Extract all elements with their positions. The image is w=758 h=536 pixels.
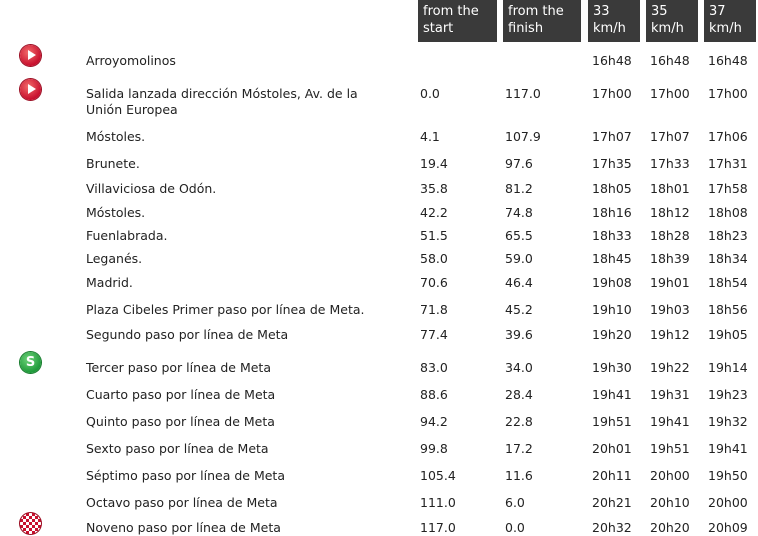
distance-from-finish: 0.0	[505, 520, 525, 535]
time-37-kmh: 17h00	[708, 86, 748, 101]
location-name: Segundo paso por línea de Meta	[86, 327, 289, 342]
location-name: Madrid.	[86, 275, 133, 290]
time-35-kmh: 17h33	[650, 156, 690, 171]
time-37-kmh: 18h56	[708, 302, 748, 317]
distance-from-finish: 59.0	[505, 251, 533, 266]
time-35-kmh: 19h12	[650, 327, 690, 342]
distance-from-start: 111.0	[420, 495, 456, 510]
time-35-kmh: 19h22	[650, 360, 690, 375]
distance-from-finish: 117.0	[505, 86, 541, 101]
header-from-finish: from the finish	[503, 0, 581, 42]
time-37-kmh: 19h50	[708, 468, 748, 483]
distance-from-finish: 97.6	[505, 156, 533, 171]
distance-from-start: 4.1	[420, 129, 440, 144]
time-37-kmh: 18h34	[708, 251, 748, 266]
time-33-kmh: 18h16	[592, 205, 632, 220]
time-33-kmh: 20h32	[592, 520, 632, 535]
time-35-kmh: 20h00	[650, 468, 690, 483]
time-35-kmh: 19h31	[650, 387, 690, 402]
time-33-kmh: 19h20	[592, 327, 632, 342]
header-speed-35: 35 km/h	[646, 0, 698, 42]
time-37-kmh: 17h58	[708, 181, 748, 196]
location-name: Quinto paso por línea de Meta	[86, 414, 275, 429]
distance-from-finish: 107.9	[505, 129, 541, 144]
distance-from-start: 77.4	[420, 327, 448, 342]
time-37-kmh: 19h23	[708, 387, 748, 402]
finish-checkered-icon	[20, 513, 41, 534]
time-37-kmh: 19h41	[708, 441, 748, 456]
location-name: Sexto paso por línea de Meta	[86, 441, 269, 456]
time-33-kmh: 18h45	[592, 251, 632, 266]
time-35-kmh: 19h01	[650, 275, 690, 290]
distance-from-finish: 46.4	[505, 275, 533, 290]
time-33-kmh: 20h01	[592, 441, 632, 456]
time-35-kmh: 17h07	[650, 129, 690, 144]
distance-from-finish: 34.0	[505, 360, 533, 375]
time-33-kmh: 18h33	[592, 228, 632, 243]
time-35-kmh: 20h10	[650, 495, 690, 510]
distance-from-finish: 74.8	[505, 205, 533, 220]
time-35-kmh: 20h20	[650, 520, 690, 535]
distance-from-start: 42.2	[420, 205, 448, 220]
time-33-kmh: 18h05	[592, 181, 632, 196]
start-play-icon	[20, 79, 41, 100]
distance-from-finish: 22.8	[505, 414, 533, 429]
time-35-kmh: 19h51	[650, 441, 690, 456]
time-35-kmh: 16h48	[650, 53, 690, 68]
header-speed-33: 33 km/h	[588, 0, 640, 42]
time-33-kmh: 19h51	[592, 414, 632, 429]
distance-from-finish: 11.6	[505, 468, 533, 483]
time-37-kmh: 18h54	[708, 275, 748, 290]
location-name: Móstoles.	[86, 129, 146, 144]
distance-from-start: 70.6	[420, 275, 448, 290]
time-33-kmh: 20h21	[592, 495, 632, 510]
time-35-kmh: 18h01	[650, 181, 690, 196]
time-35-kmh: 17h00	[650, 86, 690, 101]
location-name: Octavo paso por línea de Meta	[86, 495, 278, 510]
location-name: Villaviciosa de Odón.	[86, 181, 217, 196]
location-name: Plaza Cibeles Primer paso por línea de Meta.	[86, 302, 365, 317]
distance-from-start: 88.6	[420, 387, 448, 402]
location-name: Tercer paso por línea de Meta	[86, 360, 271, 375]
distance-from-finish: 6.0	[505, 495, 525, 510]
header-speed-37: 37 km/h	[704, 0, 756, 42]
location-name: Séptimo paso por línea de Meta	[86, 468, 285, 483]
distance-from-start: 51.5	[420, 228, 448, 243]
time-33-kmh: 17h00	[592, 86, 632, 101]
distance-from-start: 83.0	[420, 360, 448, 375]
distance-from-finish: 28.4	[505, 387, 533, 402]
distance-from-finish: 45.2	[505, 302, 533, 317]
time-33-kmh: 17h35	[592, 156, 632, 171]
time-37-kmh: 16h48	[708, 53, 748, 68]
distance-from-start: 35.8	[420, 181, 448, 196]
location-name: Brunete.	[86, 156, 140, 171]
distance-from-start: 58.0	[420, 251, 448, 266]
distance-from-start: 19.4	[420, 156, 448, 171]
time-37-kmh: 19h05	[708, 327, 748, 342]
location-name: Arroyomolinos	[86, 53, 176, 68]
location-name: Salida lanzada dirección Móstoles, Av. de la Unión Europea	[86, 86, 358, 117]
distance-from-finish: 17.2	[505, 441, 533, 456]
time-33-kmh: 19h08	[592, 275, 632, 290]
time-33-kmh: 17h07	[592, 129, 632, 144]
distance-from-start: 94.2	[420, 414, 448, 429]
time-35-kmh: 19h03	[650, 302, 690, 317]
sprint-s-icon: S	[20, 352, 41, 373]
distance-from-start: 117.0	[420, 520, 456, 535]
time-37-kmh: 19h14	[708, 360, 748, 375]
time-37-kmh: 19h32	[708, 414, 748, 429]
distance-from-finish: 39.6	[505, 327, 533, 342]
time-33-kmh: 20h11	[592, 468, 632, 483]
start-play-icon	[20, 45, 41, 66]
time-33-kmh: 19h10	[592, 302, 632, 317]
location-name: Leganés.	[86, 251, 143, 266]
distance-from-start: 71.8	[420, 302, 448, 317]
distance-from-start: 105.4	[420, 468, 456, 483]
time-37-kmh: 18h23	[708, 228, 748, 243]
location-name: Fuenlabrada.	[86, 228, 168, 243]
location-name: Cuarto paso por línea de Meta	[86, 387, 276, 402]
time-35-kmh: 19h41	[650, 414, 690, 429]
header-from-start: from the start	[418, 0, 497, 42]
time-37-kmh: 17h06	[708, 129, 748, 144]
time-37-kmh: 20h00	[708, 495, 748, 510]
time-33-kmh: 19h30	[592, 360, 632, 375]
location-name: Móstoles.	[86, 205, 146, 220]
time-37-kmh: 17h31	[708, 156, 748, 171]
time-37-kmh: 20h09	[708, 520, 748, 535]
time-33-kmh: 19h41	[592, 387, 632, 402]
distance-from-finish: 65.5	[505, 228, 533, 243]
distance-from-start: 0.0	[420, 86, 440, 101]
location-name: Noveno paso por línea de Meta	[86, 520, 281, 535]
time-35-kmh: 18h28	[650, 228, 690, 243]
distance-from-finish: 81.2	[505, 181, 533, 196]
distance-from-start: 99.8	[420, 441, 448, 456]
time-33-kmh: 16h48	[592, 53, 632, 68]
time-35-kmh: 18h12	[650, 205, 690, 220]
time-35-kmh: 18h39	[650, 251, 690, 266]
time-37-kmh: 18h08	[708, 205, 748, 220]
